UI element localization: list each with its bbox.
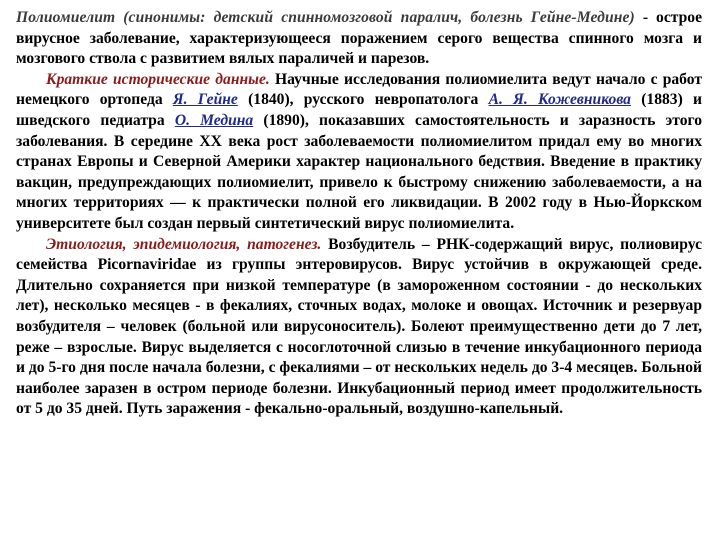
etiology-text-1: Возбудитель – РНК-содержащий вирус, полиовирус семейства [16, 235, 702, 274]
link-medin[interactable]: О. Медина [174, 111, 254, 129]
intro-synonyms: (синонимы: детский спинномозговой паралич, болезнь Гейне-Медине) [123, 9, 635, 26]
etiology-heading: Этиология, эпидемиология, патогенез. [46, 235, 322, 253]
document-page [16, 8, 702, 420]
intro-term: Полиомиелит [16, 9, 116, 26]
virus-family-name: Picornaviridae [97, 256, 197, 274]
intro-definition: - острое вирусное заболевание, характеризующееся поражением серого вещества спинного мозга и мозгового ствола с развитием вялых параличей и парезов. [16, 9, 702, 68]
history-paragraph [16, 70, 702, 235]
history-text-1: Научные исследования полиомиелита ведут начало с работ немецкого ортопеда [16, 70, 703, 109]
intro-paragraph [16, 8, 702, 70]
link-heine[interactable]: Я. Гейне [172, 91, 238, 109]
history-text-2: (1840), русского невропатолога [237, 91, 489, 109]
etiology-text-2: из группы энтеровирусов. Вирус устойчив в окружающей среде. Длительно сохраняется при низкой температуре (в замороженном состоянии - до нескольких лет), несколько месяцев - в фекалиях, сточных водах, молоке и овощах. Источник и резервуар возбудителя – человек (больной или вирусоноситель). Болеют преимущественно дети до 7 лет, реже – взрослые. Вирус выделяется с носоглоточной слизью в течение инкубационного периода и до 5-го дня после начала болезни, с фекалиями – от нескольких недель до 3-4 месяцев. Больной наиболее заразен в остром периоде болезни. Инкубационный период имеет продолжительность от 5 до 35 дней. Путь заражения - фекально-оральный, воздушно-капельный. [16, 256, 702, 418]
etiology-paragraph [16, 235, 702, 420]
history-heading: Краткие исторические данные. [46, 70, 270, 88]
link-kozhevnikov[interactable]: А. Я. Кожевникова [488, 91, 631, 109]
history-text-4: (1890), показавших самостоятельность и заразность этого заболевания. В середине XX века рост заболеваемости полиомиелитом придал ему во многих странах Европы и Северной Америки характер национального бедствия. Введение в практику вакцин, предупреждающих полиомиелит, привело к быстрому снижению заболеваемости, а на многих территориях — к практически полной его ликвидации. В 2002 году в Нью-Йоркском университете был создан первый синтетический вирус полиомиелита. [16, 111, 702, 232]
history-text-3: (1883) и шведского педиатра [16, 91, 702, 129]
